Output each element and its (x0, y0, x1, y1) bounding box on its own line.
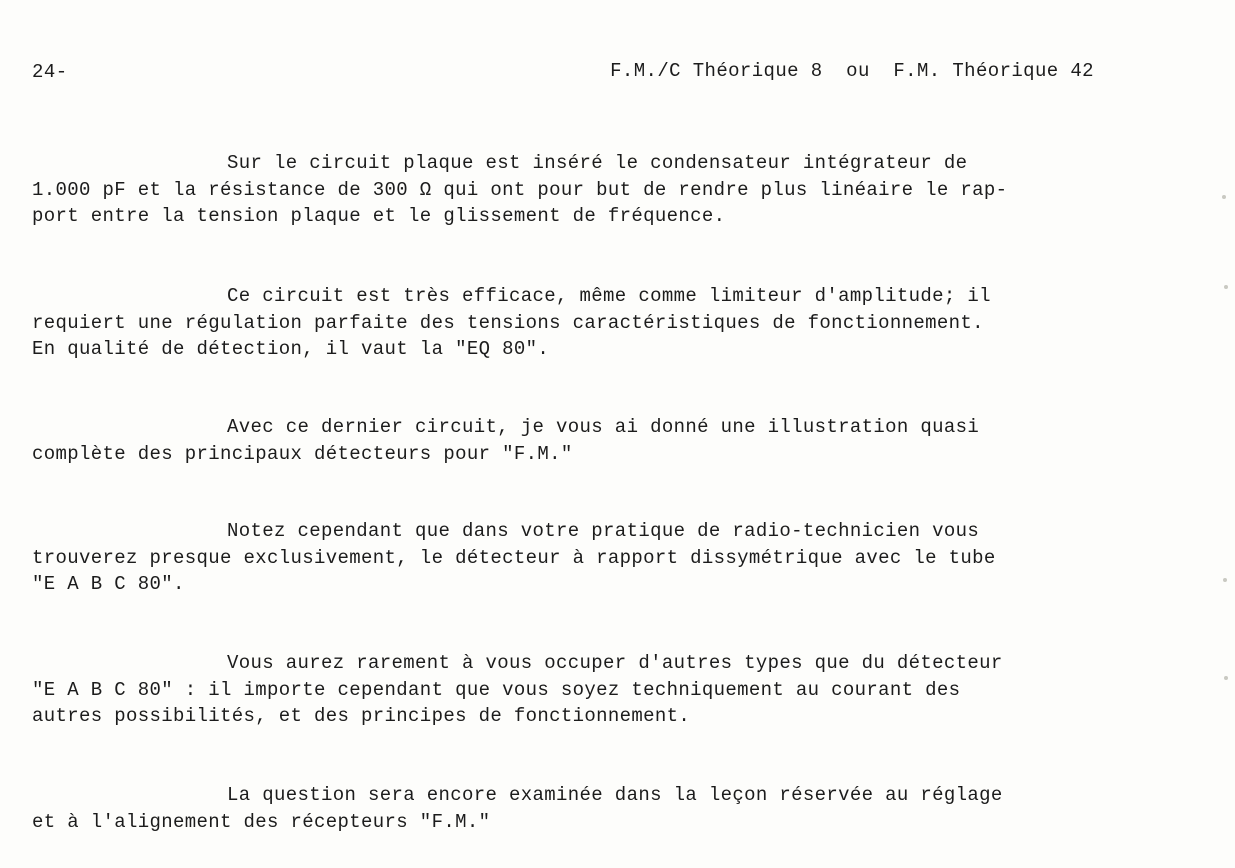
paragraph-1 (32, 150, 1212, 230)
paragraph-4 (32, 518, 1212, 598)
page-number: 24- (32, 61, 68, 83)
paragraph-line: Sur le circuit plaque est inséré le condensateur intégrateur de (227, 152, 968, 174)
paragraph-line: trouverez presque exclusivement, le détecteur à rapport dissymétrique avec le tube (32, 546, 996, 569)
paragraph-line: et à l'alignement des récepteurs "F.M." (32, 810, 491, 833)
paragraph-line: Vous aurez rarement à vous occuper d'autres types que du détecteur (227, 652, 1003, 674)
paragraph-2 (32, 283, 1212, 363)
paragraph-line: port entre la tension plaque et le glissement de fréquence. (32, 205, 726, 227)
scan-speck (1222, 195, 1226, 199)
paragraph-line: requiert une régulation parfaite des tensions caractéristiques de fonctionnement. (32, 311, 984, 334)
paragraph-line: En qualité de détection, il vaut la "EQ 80". (32, 338, 550, 360)
paragraph-line: La question sera encore examinée dans la leçon réservée au réglage (227, 784, 1003, 806)
paragraph-line: Ce circuit est très efficace, même comme limiteur d'amplitude; il (227, 285, 991, 307)
running-title: F.M./C Théorique 8 ou F.M. Théorique 42 (610, 60, 1094, 82)
scan-speck (1224, 285, 1228, 289)
paragraph-line: autres possibilités, et des principes de fonctionnement. (32, 705, 691, 727)
paragraph-line: "E A B C 80" : il importe cependant que vous soyez techniquement au courant des (32, 678, 961, 701)
paragraph-5 (32, 650, 1212, 730)
paragraph-line: complète des principaux détecteurs pour "F.M." (32, 442, 573, 465)
paragraph-line: Notez cependant que dans votre pratique de radio-technicien vous (227, 520, 980, 542)
paragraph-line: "E A B C 80". (32, 573, 185, 595)
scan-speck (1224, 676, 1228, 680)
paragraph-3 (32, 414, 1212, 467)
paragraph-6 (32, 782, 1212, 835)
paragraph-line: 1.000 pF et la résistance de 300 Ω qui ont pour but de rendre plus linéaire le rap- (32, 178, 1008, 201)
paragraph-line: Avec ce dernier circuit, je vous ai donné une illustration quasi (227, 416, 980, 438)
scan-speck (1223, 578, 1227, 582)
